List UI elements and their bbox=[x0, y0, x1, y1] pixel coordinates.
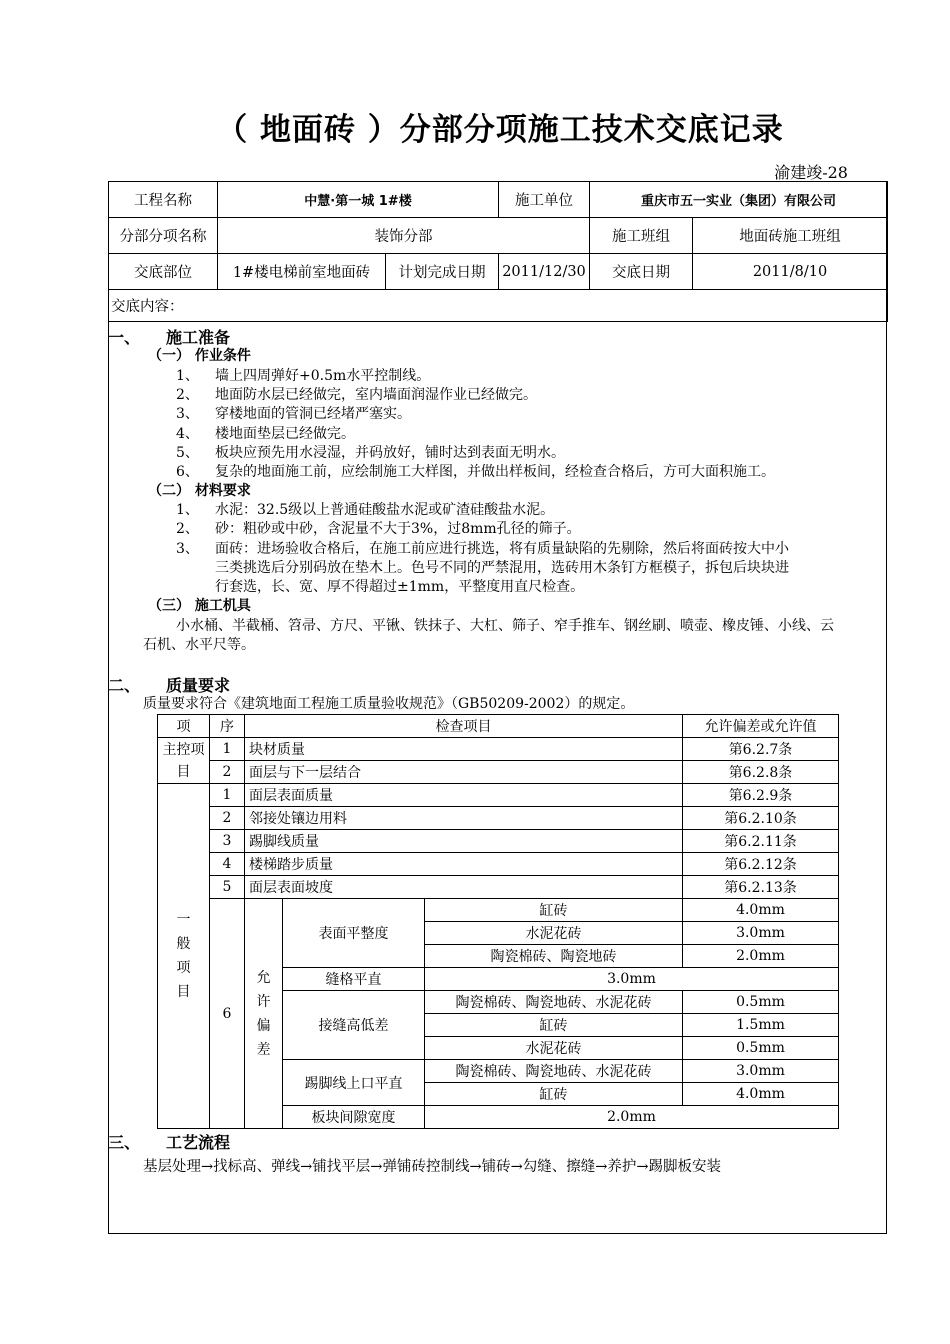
row-value: 第6.2.12条 bbox=[683, 853, 839, 876]
table-row bbox=[158, 784, 839, 807]
row-value: 第6.2.8条 bbox=[683, 761, 839, 784]
seam-straight-label: 缝格平直 bbox=[283, 968, 425, 991]
handover-date-value: 2011/8/10 bbox=[693, 254, 888, 290]
material-cell: 水泥花砖 bbox=[425, 922, 683, 945]
allowable-deviation-label: 允许偏差 bbox=[245, 899, 283, 1129]
tools-line-1: 小水桶、半截桶、笤帚、方尺、平锹、铁抹子、大杠、筛子、窄手推车、钢丝刷、喷壶、橡皮锤、小线、云 bbox=[176, 618, 834, 634]
section-3-title: 工艺流程 bbox=[166, 1133, 231, 1152]
row-value: 第6.2.13条 bbox=[683, 876, 839, 899]
table-row bbox=[158, 807, 839, 830]
row-item: 楼梯踏步质量 bbox=[245, 853, 683, 876]
a-item-6-text: 复杂的地面施工前，应绘制施工大样图，并做出样板间，经检查合格后，方可大面积施工。 bbox=[215, 464, 775, 480]
row-item: 块材质量 bbox=[245, 738, 683, 761]
deviation-value: 1.5mm bbox=[683, 1014, 839, 1037]
row-item: 面层与下一层结合 bbox=[245, 761, 683, 784]
table-row bbox=[158, 830, 839, 853]
row-item: 面层表面质量 bbox=[245, 784, 683, 807]
b-item-3-line-3: 行套选，长、宽、厚不得超过±1mm，平整度用直尺检查。 bbox=[215, 579, 585, 595]
b-item-2-num: 2、 bbox=[176, 521, 199, 537]
document-number: 渝建竣-28 bbox=[774, 163, 848, 182]
skirting-label: 踢脚线上口平直 bbox=[283, 1060, 425, 1106]
section-2-number: 二、 bbox=[108, 676, 141, 695]
deviation-value: 0.5mm bbox=[683, 991, 839, 1014]
b-item-1-num: 1、 bbox=[176, 502, 199, 518]
subsection-b-title: （二） 材料要求 bbox=[148, 483, 251, 499]
b-item-3-line-2: 三类挑选后分别码放在垫木上。色号不同的严禁混用，选砖用木条钉方框模子，拆包后块块进 bbox=[215, 560, 789, 576]
a-item-3-num: 3、 bbox=[176, 406, 199, 422]
seq-6: 6 bbox=[210, 899, 245, 1129]
team-label: 施工班组 bbox=[590, 218, 693, 254]
quality-table-header bbox=[158, 715, 839, 738]
team-value: 地面砖施工班组 bbox=[693, 218, 888, 254]
gap-width-label: 板块间隙宽度 bbox=[283, 1106, 425, 1129]
row-item: 踢脚线质量 bbox=[245, 830, 683, 853]
seam-height-label: 接缝高低差 bbox=[283, 991, 425, 1060]
location-label: 交底部位 bbox=[109, 254, 218, 290]
construction-unit: 重庆市五一实业（集团）有限公司 bbox=[590, 182, 888, 218]
quality-table bbox=[157, 714, 839, 1129]
plan-date-label: 计划完成日期 bbox=[386, 254, 499, 290]
general-items-label: 一般项目 bbox=[158, 784, 210, 1129]
seam-straight-value: 3.0mm bbox=[425, 968, 839, 991]
table-row bbox=[158, 738, 839, 761]
row-value: 第6.2.11条 bbox=[683, 830, 839, 853]
division-value: 装饰分部 bbox=[218, 218, 590, 254]
row-seq: 2 bbox=[210, 761, 245, 784]
quality-intro: 质量要求符合《建筑地面工程施工质量验收规范》（GB50209-2002）的规定。 bbox=[143, 696, 635, 712]
a-item-2-text: 地面防水层已经做完，室内墙面润湿作业已经做完。 bbox=[215, 387, 537, 403]
construction-unit-label: 施工单位 bbox=[499, 182, 590, 218]
flatness-label: 表面平整度 bbox=[283, 899, 425, 968]
material-cell: 缸砖 bbox=[425, 1083, 683, 1106]
document-title: （ 地面砖 ）分部分项施工技术交底记录 bbox=[216, 112, 784, 148]
col-allow-header: 允许偏差或允许值 bbox=[683, 715, 839, 738]
section-2-title: 质量要求 bbox=[166, 676, 231, 695]
tools-line-2: 石机、水平尺等。 bbox=[143, 637, 255, 653]
b-item-1-text: 水泥：32.5级以上普通硅酸盐水泥或矿渣硅酸盐水泥。 bbox=[215, 502, 555, 518]
a-item-6-num: 6、 bbox=[176, 464, 199, 480]
section-1-title: 施工准备 bbox=[166, 328, 231, 347]
a-item-4-text: 楼地面垫层已经做完。 bbox=[215, 426, 355, 442]
row-item: 邻接处镶边用料 bbox=[245, 807, 683, 830]
col-seq-header: 序 bbox=[210, 715, 245, 738]
header-table bbox=[108, 181, 888, 322]
col-item-header: 项 bbox=[158, 715, 210, 738]
project-name-label: 工程名称 bbox=[109, 182, 218, 218]
row-item: 面层表面坡度 bbox=[245, 876, 683, 899]
table-row bbox=[158, 853, 839, 876]
main-control-label: 主控项目 bbox=[158, 738, 210, 784]
row-seq: 4 bbox=[210, 853, 245, 876]
row-seq: 5 bbox=[210, 876, 245, 899]
subsection-c-title: （三） 施工机具 bbox=[148, 598, 251, 614]
b-item-3-num: 3、 bbox=[176, 541, 199, 557]
a-item-5-text: 板块应预先用水浸湿，并码放好，铺时达到表面无明水。 bbox=[215, 445, 565, 461]
a-item-2-num: 2、 bbox=[176, 387, 199, 403]
col-check-header: 检查项目 bbox=[245, 715, 683, 738]
deviation-value: 4.0mm bbox=[683, 1083, 839, 1106]
row-seq: 3 bbox=[210, 830, 245, 853]
deviation-value: 2.0mm bbox=[683, 945, 839, 968]
b-item-2-text: 砂：粗砂或中砂，含泥量不大于3%，过8mm孔径的筛子。 bbox=[215, 521, 581, 537]
handover-date-label: 交底日期 bbox=[590, 254, 693, 290]
deviation-value: 3.0mm bbox=[683, 1060, 839, 1083]
material-cell: 缸砖 bbox=[425, 1014, 683, 1037]
table-row bbox=[158, 876, 839, 899]
a-item-4-num: 4、 bbox=[176, 426, 199, 442]
row-seq: 1 bbox=[210, 738, 245, 761]
section-3-number: 三、 bbox=[108, 1133, 141, 1152]
gap-width-value: 2.0mm bbox=[425, 1106, 839, 1129]
material-cell: 陶瓷棉砖、陶瓷地砖、水泥花砖 bbox=[425, 1060, 683, 1083]
material-cell: 水泥花砖 bbox=[425, 1037, 683, 1060]
material-cell: 陶瓷棉砖、陶瓷地砖 bbox=[425, 945, 683, 968]
deviation-value: 3.0mm bbox=[683, 922, 839, 945]
material-cell: 陶瓷棉砖、陶瓷地砖、水泥花砖 bbox=[425, 991, 683, 1014]
deviation-value: 0.5mm bbox=[683, 1037, 839, 1060]
deviation-value: 4.0mm bbox=[683, 899, 839, 922]
row-seq: 2 bbox=[210, 807, 245, 830]
a-item-1-num: 1、 bbox=[176, 368, 199, 384]
row-seq: 1 bbox=[210, 784, 245, 807]
a-item-3-text: 穿楼地面的管洞已经堵严塞实。 bbox=[215, 406, 411, 422]
row-value: 第6.2.7条 bbox=[683, 738, 839, 761]
content-label: 交底内容： bbox=[109, 290, 888, 322]
process-flow: 基层处理→找标高、弹线→铺找平层→弹铺砖控制线→铺砖→勾缝、擦缝→养护→踢脚板安装 bbox=[143, 1159, 722, 1175]
a-item-5-num: 5、 bbox=[176, 445, 199, 461]
division-label: 分部分项名称 bbox=[109, 218, 218, 254]
b-item-3-text: 面砖：进场验收合格后，在施工前应进行挑选，将有质量缺陷的先剔除，然后将面砖按大中小 bbox=[215, 541, 789, 557]
subsection-a-title: （一） 作业条件 bbox=[148, 348, 251, 364]
section-1-number: 一、 bbox=[108, 328, 141, 347]
location-value: 1#楼电梯前室地面砖 bbox=[218, 254, 386, 290]
material-cell: 缸砖 bbox=[425, 899, 683, 922]
table-row bbox=[158, 761, 839, 784]
a-item-1-text: 墙上四周弹好+0.5m水平控制线。 bbox=[215, 368, 431, 384]
table-row bbox=[158, 899, 839, 922]
plan-date-value: 2011/12/30 bbox=[499, 254, 590, 290]
project-name: 中慧·第一城 1#楼 bbox=[218, 182, 499, 218]
row-value: 第6.2.10条 bbox=[683, 807, 839, 830]
row-value: 第6.2.9条 bbox=[683, 784, 839, 807]
